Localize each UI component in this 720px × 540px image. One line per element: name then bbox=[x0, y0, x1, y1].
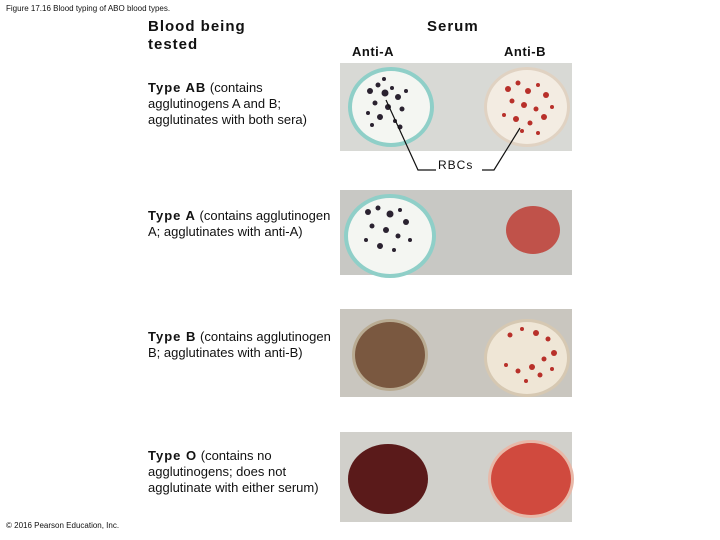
anti-a-label: Anti-A bbox=[352, 44, 394, 59]
anti-b-label: Anti-B bbox=[504, 44, 546, 59]
row-desc-text: (contains agglutinogen A; agglutinates with anti-A) bbox=[148, 208, 331, 239]
serum-heading: Serum bbox=[427, 18, 479, 35]
blood-tested-heading: Blood being tested bbox=[148, 18, 246, 53]
figure-caption: Figure 17.16 Blood typing of ABO blood types. bbox=[6, 4, 171, 13]
rbcs-callout-label: RBCs bbox=[438, 158, 474, 172]
row-desc-text: (contains no agglutinogens; does not agglutinate with either serum) bbox=[148, 448, 319, 495]
copyright-notice: © 2016 Pearson Education, Inc. bbox=[6, 521, 120, 530]
row-type-label: Type O bbox=[148, 448, 198, 463]
row-type-label: Type AB bbox=[148, 80, 207, 95]
row-desc-text: (contains agglutinogens A and B; agglutinates with both sera) bbox=[148, 80, 307, 127]
row-desc-text: (contains agglutinogen B; agglutinates with anti-B) bbox=[148, 329, 331, 360]
row-type-label: Type B bbox=[148, 329, 197, 344]
row-type-label: Type A bbox=[148, 208, 196, 223]
